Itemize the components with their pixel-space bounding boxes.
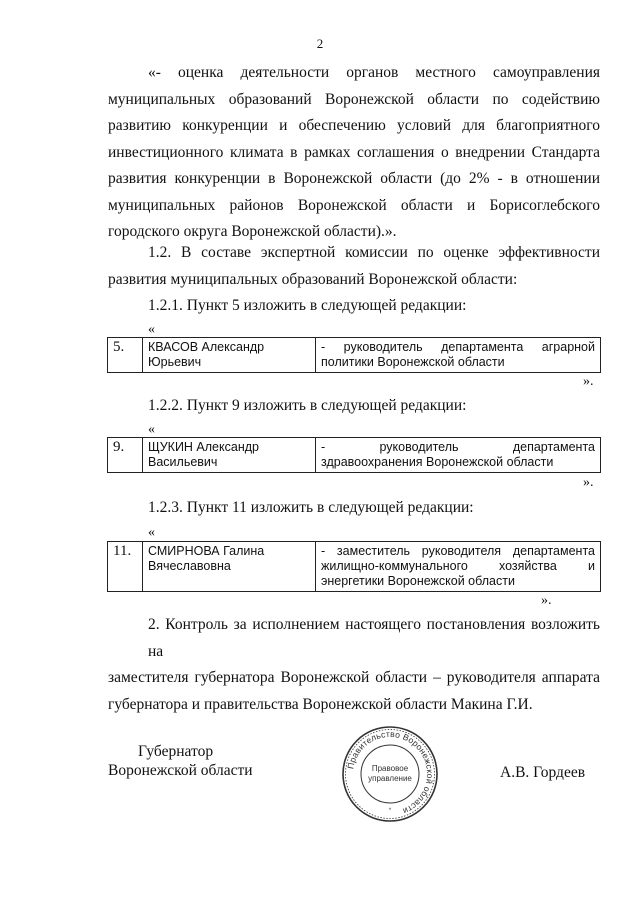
table-row	[108, 542, 601, 592]
close-quote: ».	[541, 593, 552, 608]
close-quote: ».	[583, 475, 594, 490]
member-role: - руководитель департамента здравоохранения Воронежской области	[316, 438, 601, 473]
text-line: 2. Контроль за исполнением настоящего постановления возложить на	[148, 616, 600, 660]
text-line: инвестиционного климата в рамках соглашения о внедрении Стандарта	[108, 143, 600, 161]
close-quote: ».	[583, 374, 594, 389]
official-stamp	[340, 724, 440, 824]
svg-text:Правительство Воронежской обла: Правительство Воронежской области	[345, 728, 436, 817]
text-line: заместителя губернатора Воронежской области – руководителя аппарата	[108, 669, 600, 686]
table-row	[108, 338, 601, 373]
member-name: ЩУКИН Александр Васильевич	[143, 438, 316, 473]
signature-title	[108, 742, 253, 780]
svg-text:Правовое: Правовое	[371, 764, 409, 773]
text-line: развития муниципальных образований Воронежской области:	[108, 270, 518, 288]
signature-name: А.В. Гордеев	[500, 764, 586, 781]
text-line: развития конкуренции в Воронежской области (до 2% - в отношении	[108, 170, 600, 187]
member-table	[107, 337, 601, 373]
text-line: муниципальных районов Воронежской области и Борисоглебского	[108, 196, 600, 214]
member-role: - заместитель руководителя департамента жилищно-коммунального хозяйства и энергетики Воронежской области	[316, 542, 601, 592]
table-row	[108, 438, 601, 473]
member-name: КВАСОВ Александр Юрьевич	[143, 338, 316, 373]
text-line: 1.2. В составе экспертной комиссии по оценке эффективности	[148, 244, 600, 261]
open-quote: «	[148, 525, 155, 540]
item-heading: 1.2.3. Пункт 11 изложить в следующей редакции:	[148, 499, 474, 516]
text-line: муниципальных образований Воронежской области по содействию	[108, 90, 600, 108]
text-line: «- оценка деятельности органов местного самоуправления	[148, 64, 600, 81]
member-table	[107, 437, 601, 473]
member-number: 5.	[108, 338, 143, 373]
svg-text:управление: управление	[368, 774, 412, 783]
paragraph-criteria	[108, 60, 600, 246]
member-name: СМИРНОВА Галина Вячеславовна	[143, 542, 316, 592]
svg-text:*: *	[388, 808, 392, 814]
member-number: 11.	[108, 542, 143, 592]
member-table	[107, 541, 601, 592]
open-quote: «	[148, 422, 155, 437]
item-heading: 1.2.1. Пункт 5 изложить в следующей редакции:	[148, 297, 467, 314]
page-number: 2	[316, 36, 324, 51]
signature-title-line: Губернатор	[138, 743, 214, 760]
signature-title-line: Воронежской области	[108, 762, 253, 779]
text-line: губернатора и правительства Воронежской области Макина Г.И.	[108, 695, 533, 713]
paragraph-commission	[108, 240, 600, 293]
item-heading: 1.2.2. Пункт 9 изложить в следующей редакции:	[148, 397, 467, 414]
open-quote: «	[148, 322, 155, 337]
member-number: 9.	[108, 438, 143, 473]
member-role: - руководитель департамента аграрной политики Воронежской области	[316, 338, 601, 373]
text-line: развитию конкуренции и обеспечению условий для благоприятного	[108, 117, 600, 134]
text-line: городского округа Воронежской области).».	[108, 223, 397, 240]
paragraph-control	[108, 612, 600, 718]
